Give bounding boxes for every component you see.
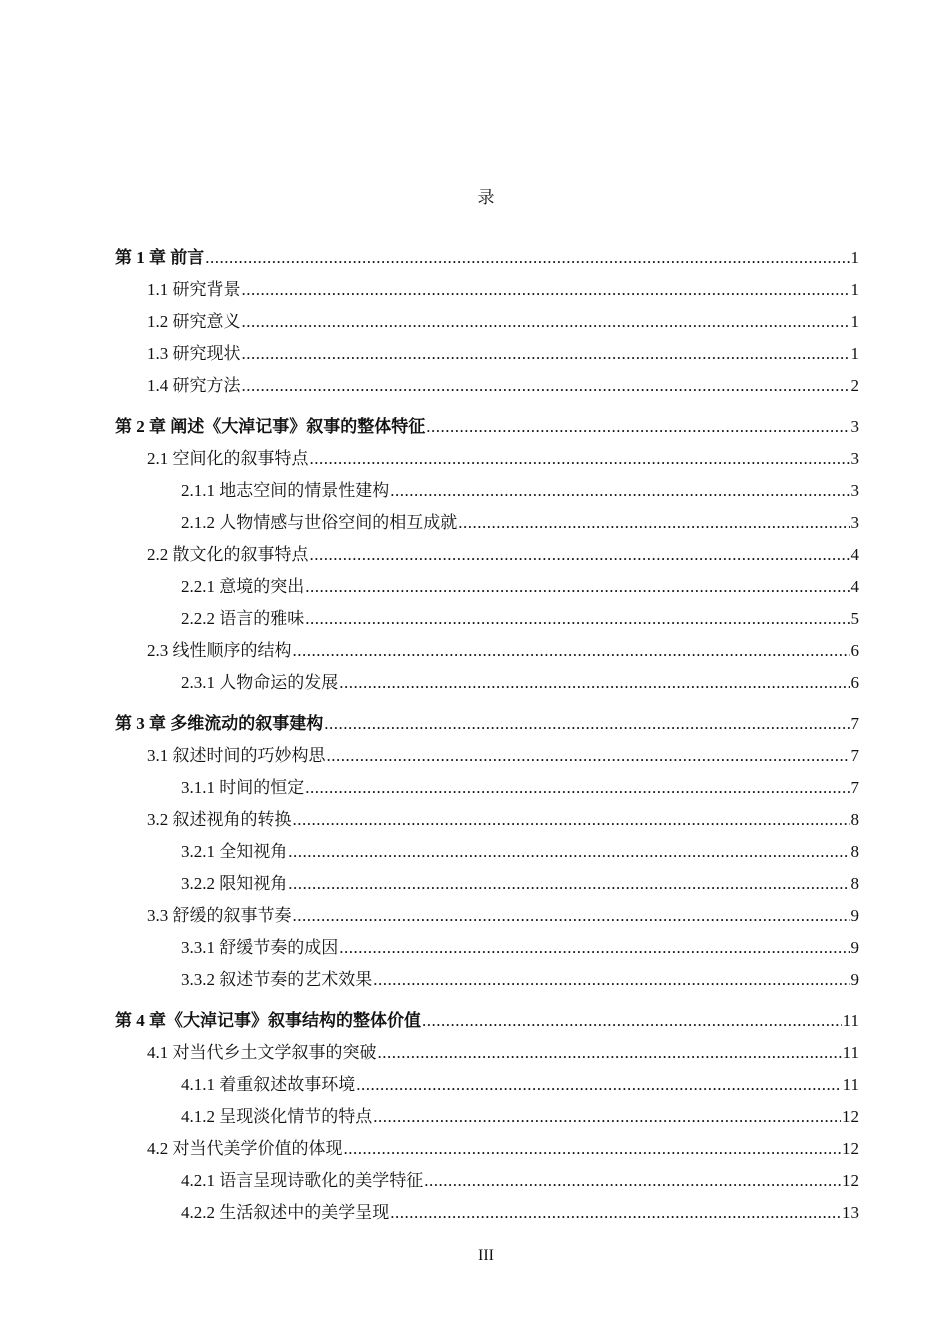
toc-entry-page-number: 11 — [842, 1075, 859, 1094]
toc-leader-dots — [305, 607, 849, 631]
toc-entry[interactable] — [147, 639, 859, 663]
toc-leader-dots — [293, 808, 850, 832]
toc-entry[interactable] — [181, 1105, 859, 1129]
toc-entry-title: 2.1 空间化的叙事特点 — [147, 449, 309, 468]
toc-entry-page-number: 8 — [850, 874, 859, 893]
toc-entry-title: 4.1.2 呈现淡化情节的特点 — [181, 1107, 373, 1126]
toc-entry-title: 2.1.1 地志空间的情景性建构 — [181, 481, 390, 500]
toc-entry-title: 3.3.1 舒缓节奏的成因 — [181, 938, 339, 957]
toc-entry-page-number: 2 — [850, 376, 859, 395]
page-number-footer: III — [478, 1247, 494, 1264]
toc-entry-title: 2.1.2 人物情感与世俗空间的相互成就 — [181, 513, 458, 532]
toc-entry-page-number: 3 — [850, 449, 859, 468]
toc-entry[interactable] — [181, 776, 859, 800]
toc-entry[interactable] — [115, 712, 859, 736]
toc-entry-title: 第 2 章 阐述《大淖记事》叙事的整体特征 — [115, 417, 426, 436]
toc-entry[interactable] — [181, 479, 859, 503]
toc-entry-title: 第 3 章 多维流动的叙事建构 — [115, 714, 324, 733]
toc-leader-dots — [390, 479, 849, 503]
toc-entry-page-number: 12 — [842, 1107, 859, 1126]
toc-leader-dots — [339, 671, 849, 695]
toc-entry[interactable] — [147, 374, 859, 398]
toc-entry-page-number: 11 — [842, 1043, 859, 1062]
toc-entry-page-number: 6 — [850, 673, 859, 692]
toc-entry[interactable] — [181, 671, 859, 695]
toc-entry-page-number: 5 — [850, 609, 859, 628]
toc-entry-page-number: 9 — [850, 906, 859, 925]
toc-entry-title: 1.3 研究现状 — [147, 344, 241, 363]
toc-entry-page-number: 4 — [850, 577, 859, 596]
toc-leader-dots — [293, 904, 850, 928]
toc-entry-page-number: 9 — [850, 970, 859, 989]
toc-leader-dots — [378, 1041, 842, 1065]
toc-entry-title: 1.1 研究背景 — [147, 280, 241, 299]
toc-entry-page-number: 1 — [850, 248, 859, 267]
toc-entry-page-number: 1 — [850, 344, 859, 363]
toc-entry[interactable] — [147, 1041, 859, 1065]
toc-leader-dots — [288, 840, 849, 864]
toc-entry[interactable] — [147, 904, 859, 928]
toc-entry-title: 3.1.1 时间的恒定 — [181, 778, 305, 797]
toc-entry[interactable] — [147, 278, 859, 302]
toc-entry-page-number: 9 — [850, 938, 859, 957]
toc-entry[interactable] — [115, 415, 859, 439]
toc-entry-page-number: 8 — [850, 810, 859, 829]
toc-entry[interactable] — [181, 511, 859, 535]
toc-entry-title: 2.2.1 意境的突出 — [181, 577, 305, 596]
toc-entry[interactable] — [181, 968, 859, 992]
toc-entry-page-number: 12 — [842, 1139, 859, 1158]
toc-entry-title: 3.2.2 限知视角 — [181, 874, 288, 893]
toc-entry-page-number: 3 — [850, 417, 859, 436]
toc-entry-title: 2.3 线性顺序的结构 — [147, 641, 292, 660]
toc-leader-dots — [305, 776, 849, 800]
toc-entry-title: 第 4 章《大淖记事》叙事结构的整体价值 — [115, 1011, 421, 1030]
toc-entry-page-number: 13 — [842, 1203, 859, 1222]
toc-leader-dots — [205, 246, 849, 270]
toc-leader-dots — [242, 374, 850, 398]
toc-leader-dots — [305, 575, 849, 599]
toc-entry-page-number: 4 — [850, 545, 859, 564]
toc-leader-dots — [293, 639, 850, 663]
toc-entry-title: 3.2.1 全知视角 — [181, 842, 288, 861]
toc-entry-page-number: 1 — [850, 280, 859, 299]
toc-entry-page-number: 1 — [850, 312, 859, 331]
toc-entry-page-number: 11 — [842, 1011, 859, 1030]
toc-entry[interactable] — [147, 342, 859, 366]
toc-entry[interactable] — [147, 1137, 859, 1161]
toc-leader-dots — [310, 543, 850, 567]
toc-entry[interactable] — [181, 575, 859, 599]
toc-leader-dots — [373, 968, 849, 992]
toc-entry[interactable] — [181, 872, 859, 896]
toc-entry-title: 3.2 叙述视角的转换 — [147, 810, 292, 829]
toc-leader-dots — [422, 1009, 842, 1033]
toc-entry[interactable] — [115, 1009, 859, 1033]
toc-entry[interactable] — [115, 246, 859, 270]
toc-entry[interactable] — [181, 1201, 859, 1225]
toc-leader-dots — [339, 936, 849, 960]
toc-entry-title: 1.2 研究意义 — [147, 312, 241, 331]
toc-leader-dots — [458, 511, 849, 535]
toc-entry-title: 4.2.2 生活叙述中的美学呈现 — [181, 1203, 390, 1222]
toc-entry[interactable] — [147, 744, 859, 768]
toc-leader-dots — [324, 712, 849, 736]
toc-leader-dots — [390, 1201, 841, 1225]
toc-leader-dots — [373, 1105, 841, 1129]
toc-entry[interactable] — [147, 543, 859, 567]
toc-entry-title: 2.2.2 语言的雅味 — [181, 609, 305, 628]
toc-entry[interactable] — [147, 808, 859, 832]
toc-entry-page-number: 7 — [850, 778, 859, 797]
toc-entry-title: 3.3 舒缓的叙事节奏 — [147, 906, 292, 925]
toc-leader-dots — [424, 1169, 841, 1193]
toc-leader-dots — [242, 310, 850, 334]
toc-leader-dots — [288, 872, 849, 896]
toc-entry-page-number: 7 — [850, 714, 859, 733]
toc-entry[interactable] — [181, 936, 859, 960]
toc-entry-page-number: 3 — [850, 481, 859, 500]
toc-entry-title: 4.2.1 语言呈现诗歌化的美学特征 — [181, 1171, 424, 1190]
toc-leader-dots — [344, 1137, 842, 1161]
toc-entry-title: 4.1 对当代乡土文学叙事的突破 — [147, 1043, 377, 1062]
toc-entry[interactable] — [181, 1169, 859, 1193]
toc-entry-page-number: 8 — [850, 842, 859, 861]
toc-entry[interactable] — [181, 840, 859, 864]
toc-entry-title: 第 1 章 前言 — [115, 248, 205, 267]
toc-entry[interactable] — [147, 310, 859, 334]
toc-entry-title: 2.3.1 人物命运的发展 — [181, 673, 339, 692]
toc-leader-dots — [356, 1073, 841, 1097]
toc-entry-title: 3.1 叙述时间的巧妙构思 — [147, 746, 326, 765]
toc-entry-page-number: 3 — [850, 513, 859, 532]
toc-entry-page-number: 6 — [850, 641, 859, 660]
toc-heading: 录 — [477, 188, 495, 207]
toc-leader-dots — [242, 342, 850, 366]
toc-leader-dots — [327, 744, 850, 768]
toc-entry[interactable] — [147, 447, 859, 471]
toc-entry-title: 4.2 对当代美学价值的体现 — [147, 1139, 343, 1158]
toc-entry-title: 1.4 研究方法 — [147, 376, 241, 395]
toc-entry[interactable] — [181, 1073, 859, 1097]
toc-entry-page-number: 7 — [850, 746, 859, 765]
toc-entry-title: 4.1.1 着重叙述故事环境 — [181, 1075, 356, 1094]
toc-leader-dots — [242, 278, 850, 302]
toc-entry-page-number: 12 — [842, 1171, 859, 1190]
toc-entry-title: 2.2 散文化的叙事特点 — [147, 545, 309, 564]
toc-leader-dots — [426, 415, 849, 439]
toc-entry[interactable] — [181, 607, 859, 631]
toc-entry-title: 3.3.2 叙述节奏的艺术效果 — [181, 970, 373, 989]
toc-leader-dots — [310, 447, 850, 471]
